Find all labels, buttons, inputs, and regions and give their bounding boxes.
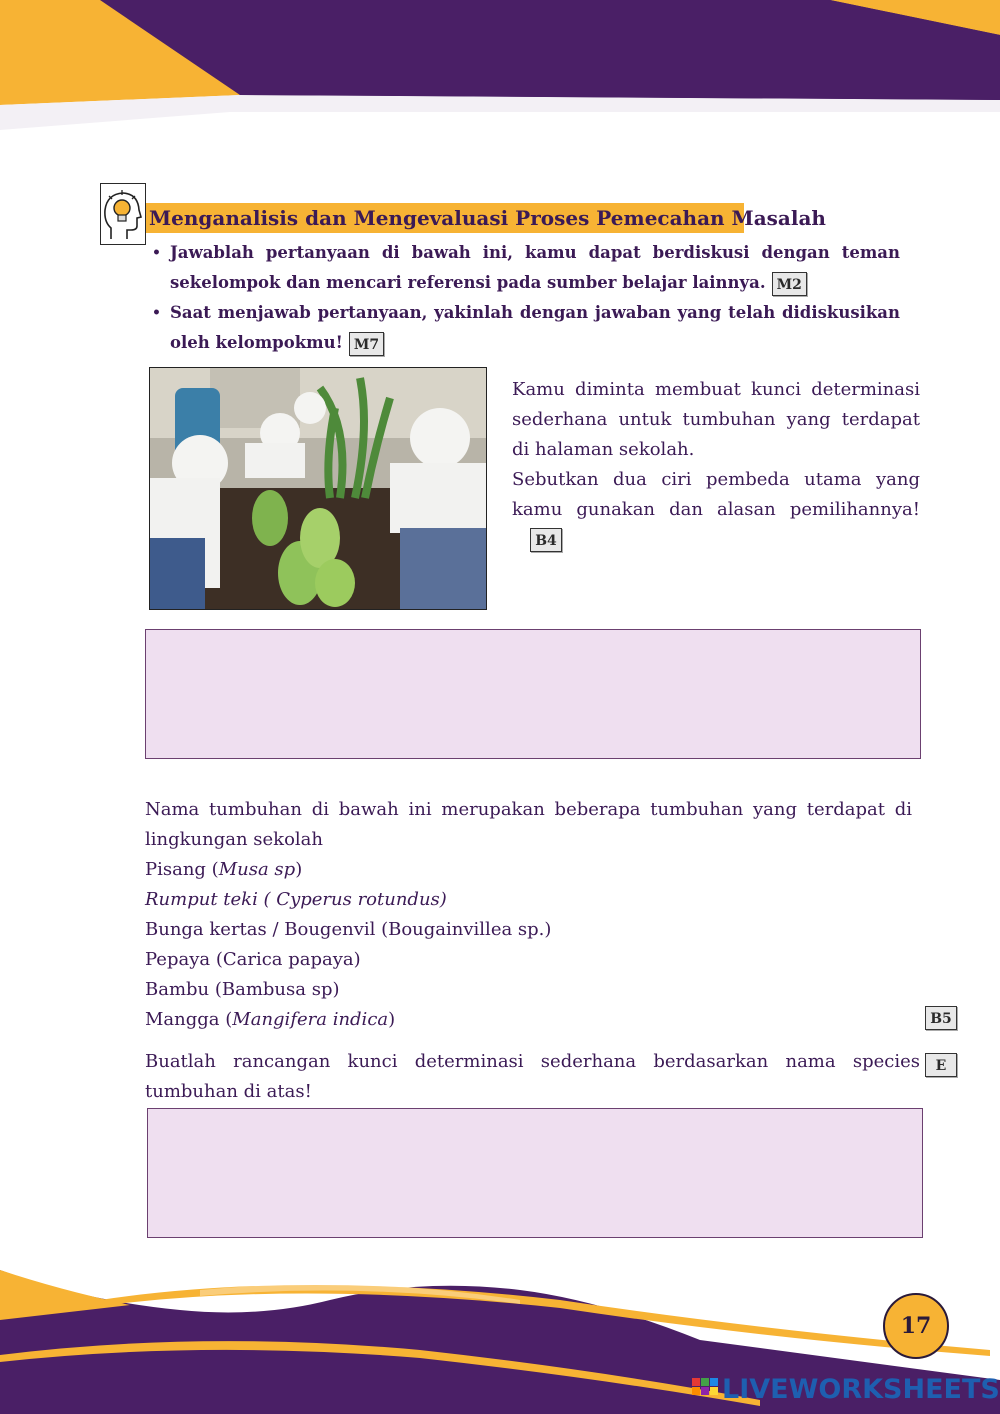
plant-item: Bambu (Bambusa sp): [145, 979, 340, 1000]
answer-box-1[interactable]: [145, 629, 921, 759]
lightbulb-head-icon: [100, 183, 146, 245]
code-tag-e: E: [925, 1053, 957, 1077]
code-tag-m7: M7: [349, 332, 384, 356]
plant-item: Mangga (Mangifera indica): [145, 1009, 396, 1030]
plant-item: Rumput teki ( Cyperus rotundus): [145, 889, 447, 910]
question-1-prompt: Sebutkan dua ciri pembeda utama yang kamu gunakan dan alasan pemilihannya!: [512, 469, 920, 520]
question-2-text: Buatlah rancangan kunci determinasi sederhana berdasarkan nama species tumbuhan di atas!: [145, 1051, 920, 1102]
plant-list-intro: Nama tumbuhan di bawah ini merupakan beberapa tumbuhan yang terdapat di lingkungan sekolah: [145, 799, 912, 850]
header-decoration: [0, 0, 1000, 140]
plant-item: Bunga kertas / Bougenvil (Bougainvillea sp.): [145, 919, 552, 940]
instruction-item: [150, 298, 900, 358]
code-tag-b4: B4: [530, 528, 562, 552]
section-heading: Menganalisis dan Mengevaluasi Proses Pemecahan Masalah: [149, 206, 826, 230]
question-1-text: Kamu diminta membuat kunci determinasi sederhana untuk tumbuhan yang terdapat di halaman sekolah.: [512, 379, 920, 460]
answer-box-2[interactable]: [147, 1108, 923, 1238]
liveworksheets-brand: LIVEWORKSHEETS: [722, 1374, 1000, 1405]
code-tag-b5: B5: [925, 1006, 957, 1030]
page-number: 17: [883, 1293, 949, 1359]
code-tag-m2: M2: [772, 272, 807, 296]
plant-list: [145, 795, 912, 1035]
instruction-list: [150, 238, 900, 358]
instruction-text: Saat menjawab pertanyaan, yakinlah dengan jawaban yang telah didiskusikan oleh kelompokmu!: [170, 303, 900, 352]
liveworksheets-logo-icon: [692, 1378, 718, 1402]
plant-item: Pepaya (Carica papaya): [145, 949, 361, 970]
students-planting-photo: [149, 367, 487, 610]
question-1: [512, 375, 920, 555]
instruction-text: Jawablah pertanyaan di bawah ini, kamu dapat berdiskusi dengan teman sekelompok dan mencari referensi pada sumber belajar lainnya.: [170, 243, 900, 292]
instruction-item: [150, 238, 900, 298]
plant-item: Pisang (Musa sp): [145, 859, 303, 880]
